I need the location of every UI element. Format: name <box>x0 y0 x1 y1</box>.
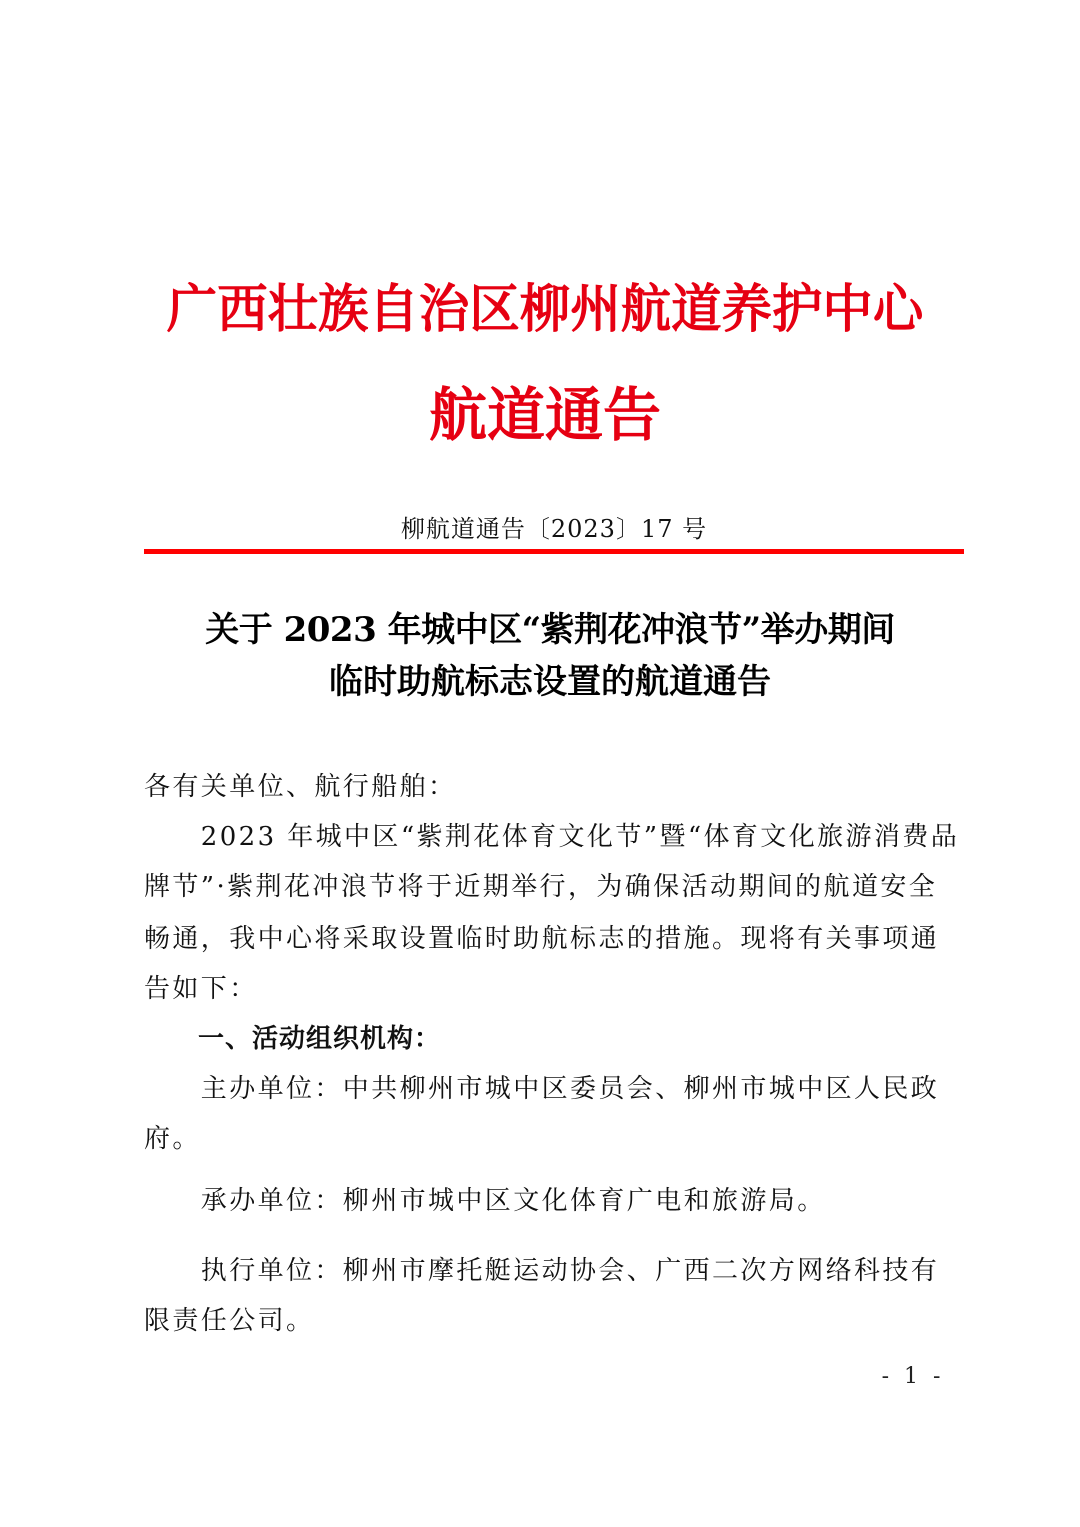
executor-unit-line-2: 限责任公司。 <box>144 1306 315 1336</box>
red-divider-rule <box>144 549 964 554</box>
intro-line-3: 畅通，我中心将采取设置临时助航标志的措施。现将有关事项通 <box>144 924 940 954</box>
section-1-heading: 一、活动组织机构： <box>144 1024 442 1054</box>
organizer-unit-line: 承办单位：柳州市城中区文化体育广电和旅游局。 <box>144 1186 826 1216</box>
intro-line-4: 告如下： <box>144 974 258 1004</box>
intro-line-2: 牌节”·紫荆花冲浪节将于近期举行，为确保活动期间的航道安全 <box>144 872 938 902</box>
host-unit-line-2: 府。 <box>144 1124 201 1154</box>
document-number: 柳航道通告〔2023〕17 号 <box>400 515 708 543</box>
notice-title-line-2: 临时助航标志设置的航道通告 <box>329 662 771 702</box>
document-type-title: 航道通告 <box>428 381 661 449</box>
intro-line-1: 2023 年城中区“紫荆花体育文化节”暨“体育文化旅游消费品 <box>144 822 960 852</box>
salutation: 各有关单位、航行船舶： <box>144 772 457 802</box>
executor-unit-line-1: 执行单位：柳州市摩托艇运动协会、广西二次方网络科技有 <box>144 1256 940 1286</box>
host-unit-line-1: 主办单位：中共柳州市城中区委员会、柳州市城中区人民政 <box>144 1074 940 1104</box>
notice-title-line-1: 关于 2023 年城中区“紫荆花冲浪节”举办期间 <box>205 610 895 650</box>
page-number: - 1 - <box>881 1364 945 1389</box>
issuer-name: 广西壮族自治区柳州航道养护中心 <box>166 279 924 340</box>
